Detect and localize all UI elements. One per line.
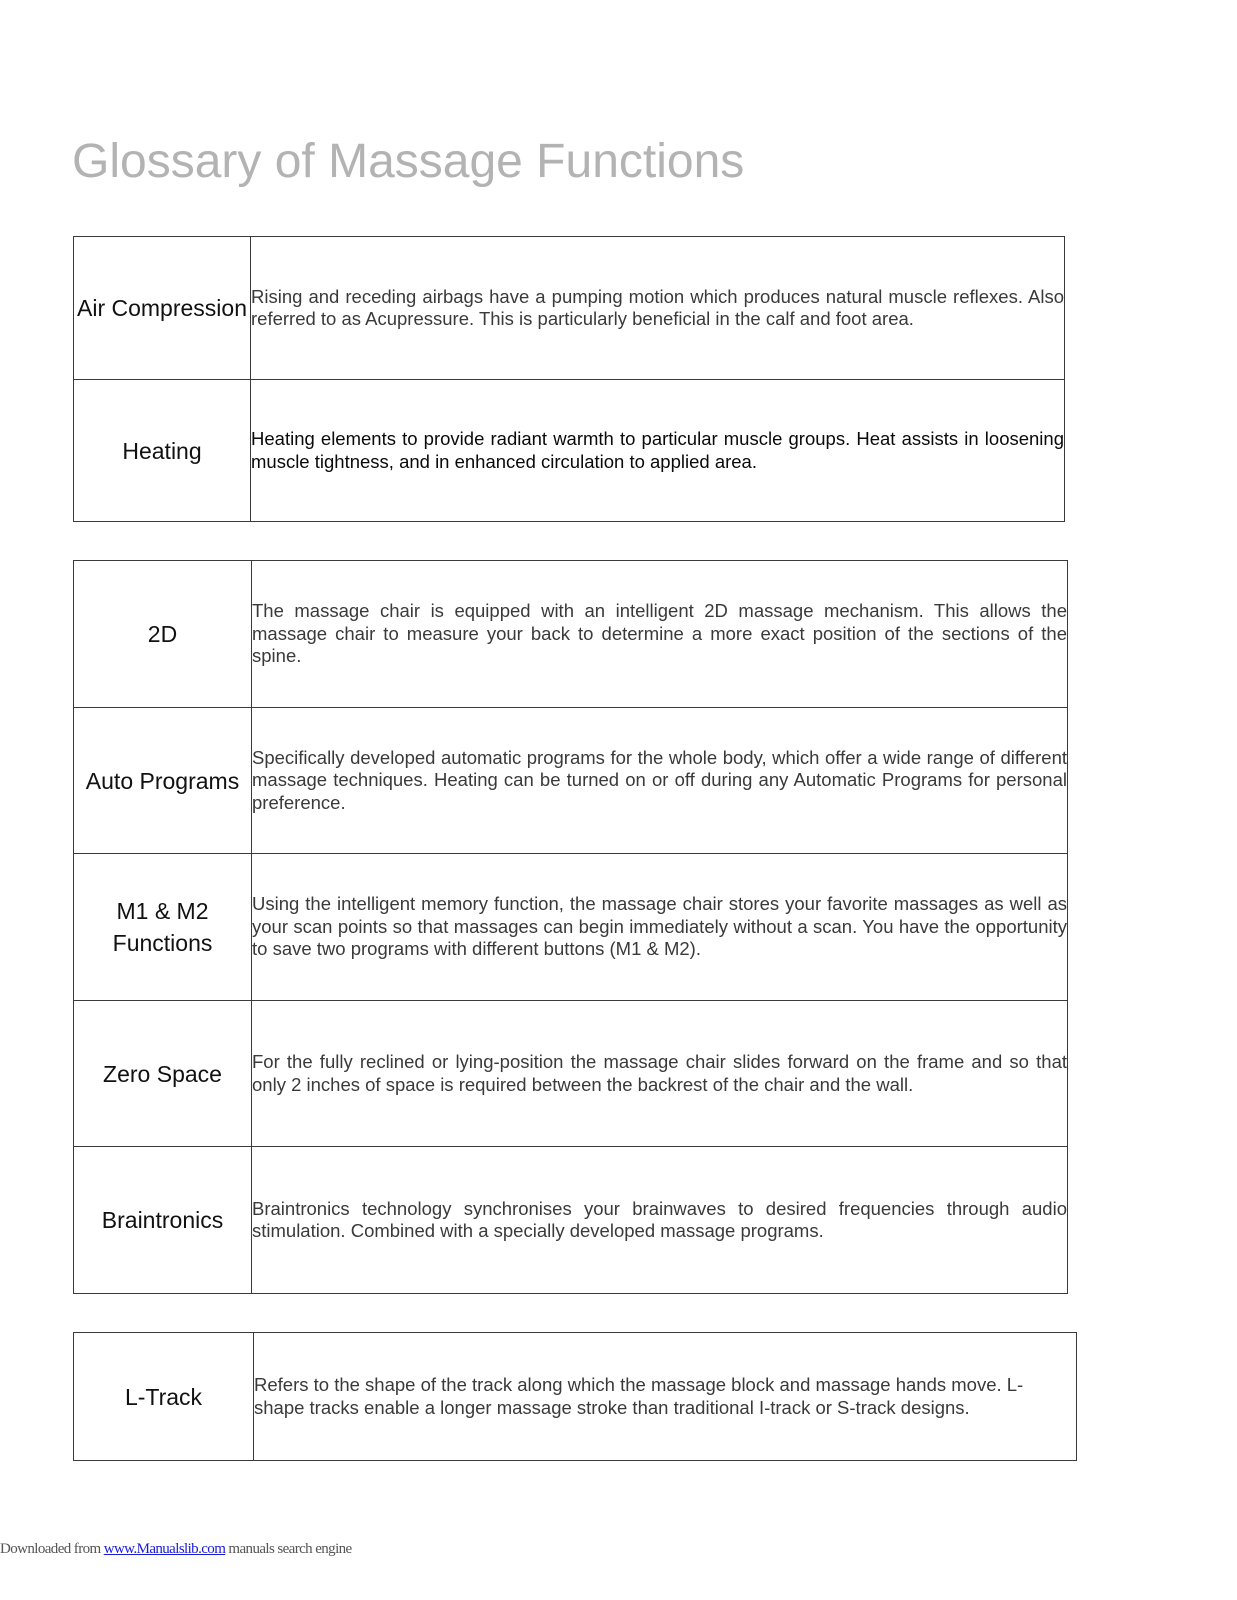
page-title: Glossary of Massage Functions bbox=[72, 135, 745, 188]
term-label: Auto Programs bbox=[85, 767, 240, 794]
definition-2d bbox=[252, 561, 1068, 708]
term-zero-space bbox=[74, 1001, 252, 1147]
definition-m1-m2-functions bbox=[252, 854, 1068, 1001]
glossary-table-1 bbox=[73, 236, 1065, 522]
glossary-row bbox=[74, 380, 1065, 522]
footer-suffix: manuals search engine bbox=[225, 1541, 352, 1557]
glossary-row bbox=[74, 1333, 1077, 1461]
term-auto-programs bbox=[74, 708, 252, 854]
definition-l-track bbox=[254, 1333, 1077, 1461]
definition-auto-programs bbox=[252, 708, 1068, 854]
term-label: M1 & M2 Functions bbox=[112, 898, 213, 956]
definition-heating bbox=[251, 380, 1065, 522]
glossary-row bbox=[74, 854, 1068, 1001]
glossary-row bbox=[74, 1147, 1068, 1294]
manualslib-link[interactable]: www.Manualslib.com bbox=[103, 1541, 226, 1557]
definition-text: Using the intelligent memory function, the massage chair stores your favorite massages as well as your scan points so that massages can begin immediately without a scan. You have the opportunity to save two programs with different buttons (M1 & M2). bbox=[252, 893, 1067, 960]
definition-text: The massage chair is equipped with an intelligent 2D massage mechanism. This allows the massage chair to measure your back to determine a more exact position of the sections of the spine. bbox=[252, 600, 1067, 667]
definition-braintronics bbox=[252, 1147, 1068, 1294]
glossary-row bbox=[74, 1001, 1068, 1147]
term-label: L-Track bbox=[124, 1383, 203, 1410]
definition-zero-space bbox=[252, 1001, 1068, 1147]
definition-text: Braintronics technology synchronises your brainwaves to desired frequencies through audio stimulation. Combined with a specially developed massage programs. bbox=[252, 1197, 1067, 1241]
term-label: Heating bbox=[122, 437, 202, 464]
glossary-table-3 bbox=[73, 1332, 1077, 1461]
definition-text: Refers to the shape of the track along which the massage block and massage hands move. L-shape tracks enable a longer massage stroke than traditional I-track or S-track designs. bbox=[254, 1374, 1024, 1418]
glossary-row bbox=[74, 708, 1068, 854]
definition-text: Rising and receding airbags have a pumping motion which produces natural muscle reflexes. Also referred to as Acupressure. This is particularly beneficial in the calf and foot area. bbox=[251, 285, 1064, 329]
term-braintronics bbox=[74, 1147, 252, 1294]
glossary-row bbox=[74, 237, 1065, 380]
definition-air-compression bbox=[251, 237, 1065, 380]
term-heating bbox=[74, 380, 251, 522]
term-2d bbox=[74, 561, 252, 708]
glossary-row bbox=[74, 561, 1068, 708]
term-label: 2D bbox=[147, 621, 178, 647]
definition-text: Specifically developed automatic programs for the whole body, which offer a wide range of different massage techniques. Heating can be turned on or off during any Automatic Programs for personal preference. bbox=[252, 746, 1067, 813]
term-m1-m2-functions bbox=[74, 854, 252, 1001]
term-l-track bbox=[74, 1333, 254, 1461]
definition-text: For the fully reclined or lying-position the massage chair slides forward on the frame and so that only 2 inches of space is required between the backrest of the chair and the wall. bbox=[252, 1051, 1067, 1095]
glossary-table-2 bbox=[73, 560, 1068, 1294]
term-label: Braintronics bbox=[101, 1207, 224, 1233]
term-air-compression bbox=[74, 237, 251, 380]
term-label: Zero Space bbox=[103, 1060, 222, 1087]
download-footer bbox=[0, 1541, 352, 1558]
definition-text: Heating elements to provide radiant warmth to particular muscle groups. Heat assists in loosening muscle tightness, and in enhanced circulation to applied area. bbox=[251, 428, 1064, 472]
term-label: Air Compression bbox=[77, 295, 247, 321]
footer-prefix: Downloaded from bbox=[0, 1541, 104, 1557]
